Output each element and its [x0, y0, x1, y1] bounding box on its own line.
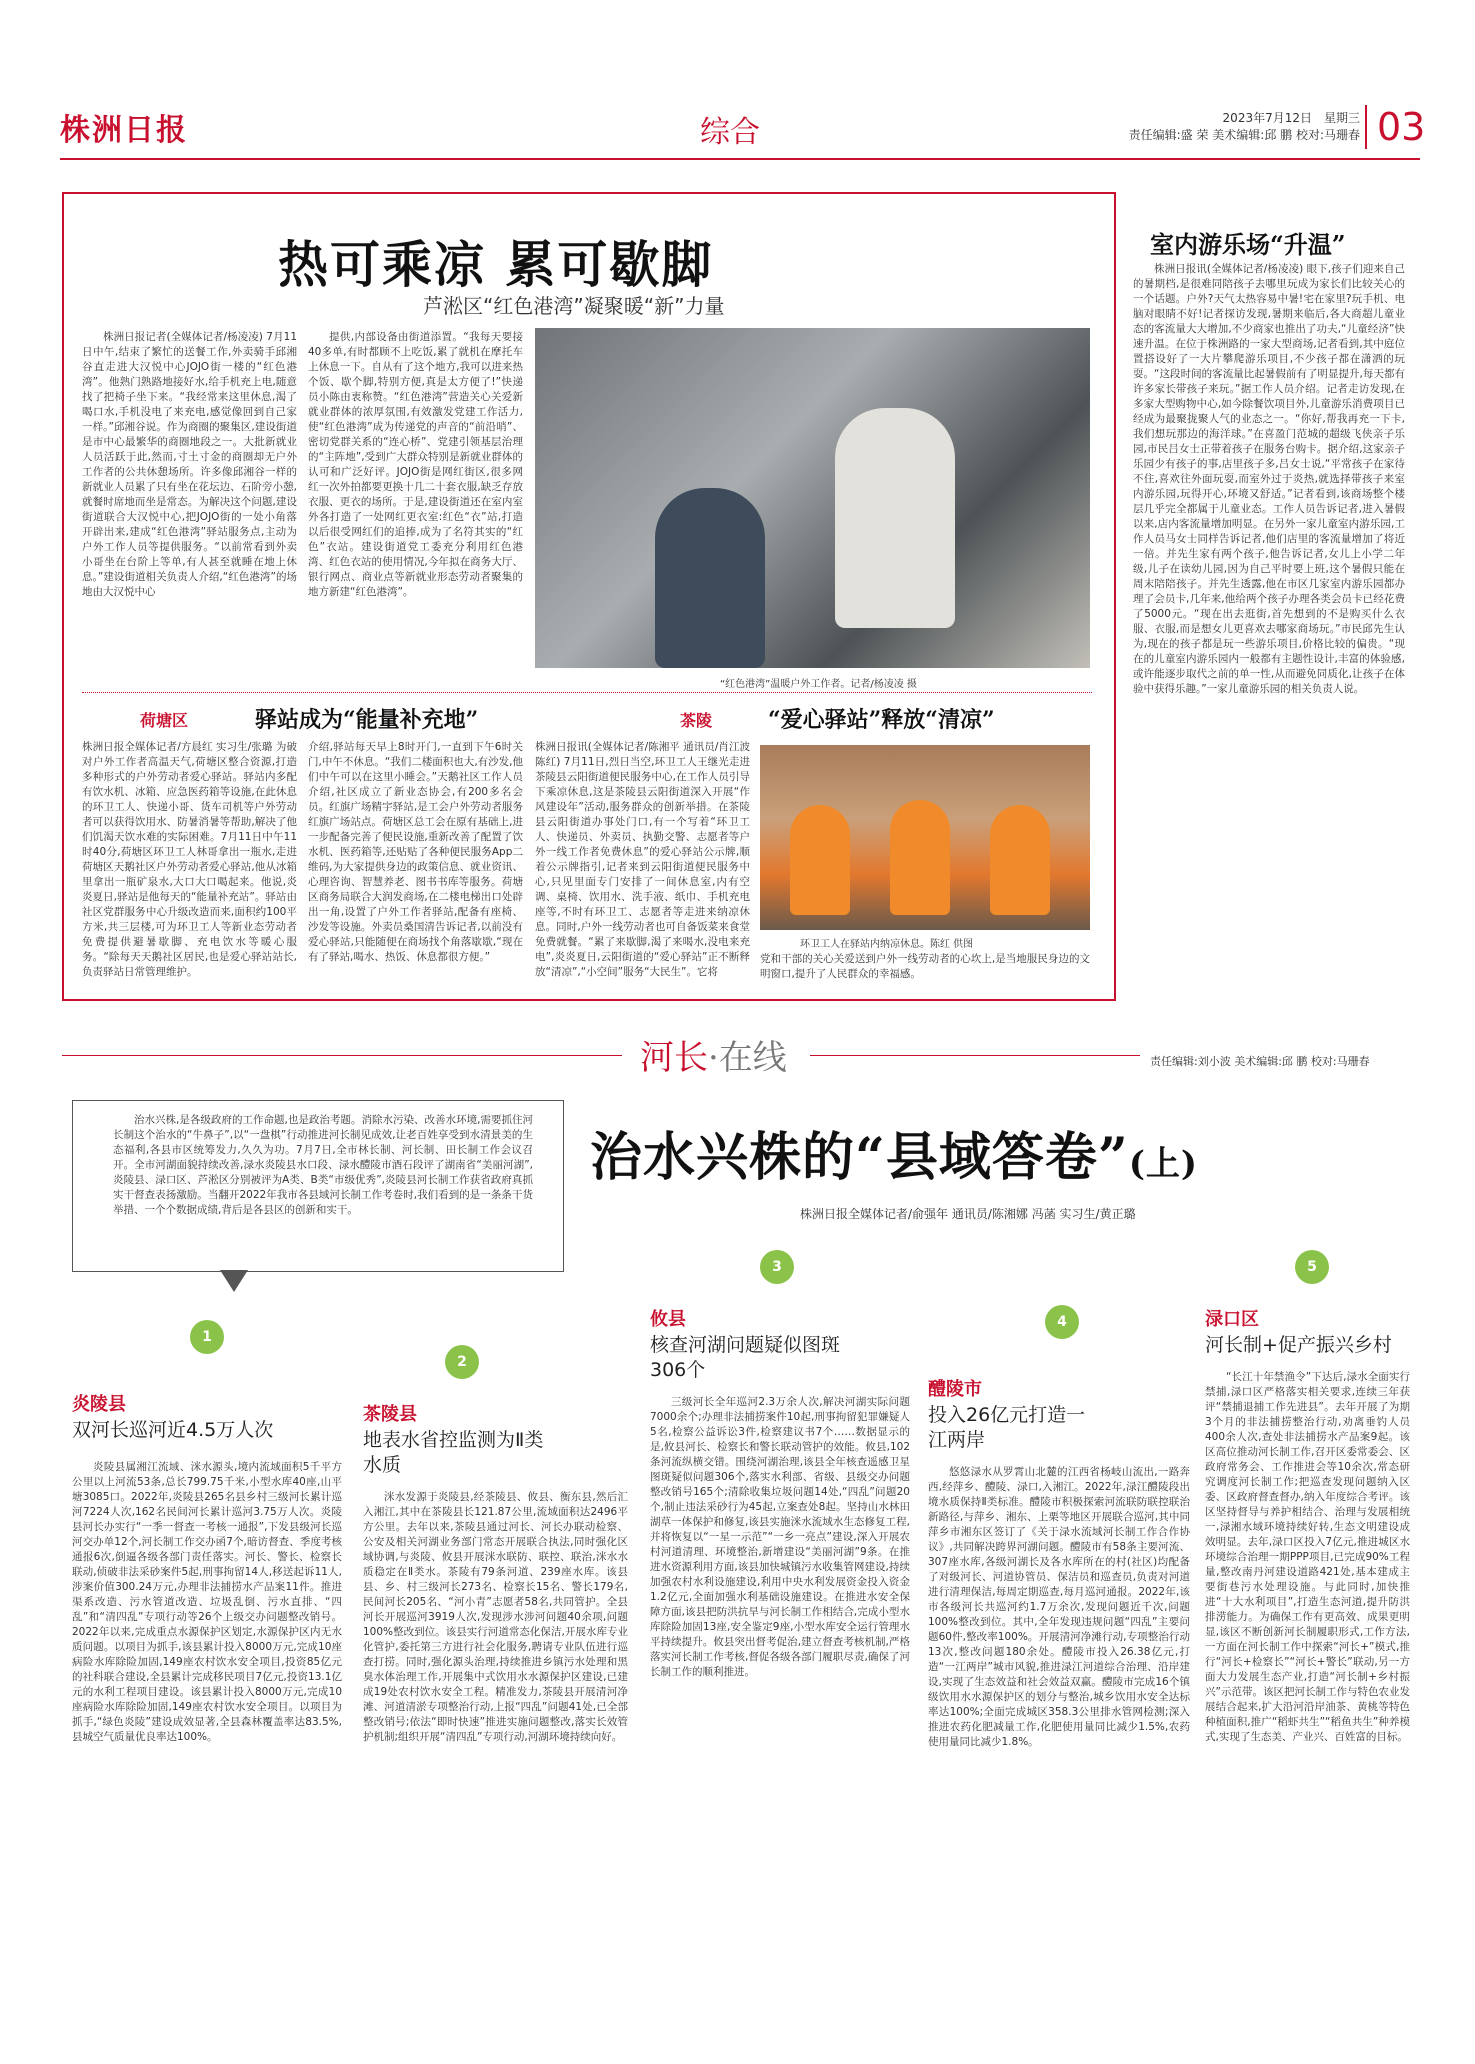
photo-red-harbor [535, 328, 1090, 668]
feature-headline: 热可乘凉 累可歇脚 [278, 235, 714, 294]
feature-col-1: 株洲日报记者(全媒体记者/杨凌凌) 7月11日中午,结束了繁忙的送餐工作,外卖骑手邱湘谷直走进大汉悦中心JOJO街一楼的“红色港湾”。他熟门熟路地接好水,给手机充上电,随意找了把椅子坐下来。“我经常来这里休息,渴了喝口水,手机没电了来充电,感觉像回到自己家一样。”邱湘谷说。作为商圈的聚集区,建设街道是市中心最繁华的商圈地段之一。大批新就业人员活跃于此,然而,寸土寸金的商圈却无户外工作者的公共休憩场所。许多像邱湘谷一样的新就业人员累了只有坐在花坛边、石阶旁小憩,就餐时席地而坐是常态。为解决这个问题,建设街道联合大汉悦中心,把JOJO街的一处小角落开辟出来,建成“红色港湾”驿站服务点,主动为户外工作人员等提供服务。“以前常看到外卖小哥坐在台阶上等单,有人甚至就睡在地上休息。”建设街道相关负责人介绍,“红色港湾”的场地由大汉悦中心 [82, 331, 297, 598]
intro-text: 治水兴株,是各级政府的工作命题,也是政治考题。消除水污染、改善水环境,需要抓住河长制这个治水的“牛鼻子”,以“一盘棋”行动推进河长制见成效,让老百姓享受到水清景美的生态福利,各县市区统筹发力,久久为功。7月7日,全市林长制、河长制、田长制工作会议召开。全市河湖面貌持续改善,渌水炎陵县水口段、渌水醴陵市酒石段评了湖南省“美丽河湖”,炎陵县、渌口区、芦淞区分别被评为A类、B类“市级优秀”,炎陵县河长制工作获省政府真抓实干督查表扬激励。当翻开2022年我市各县域河长制工作考卷时,我们看到的是一条条干货举措、一个个数据成绩,背后是各县区的创新和实干。 [113, 1114, 533, 1216]
county-title: 核查河湖问题疑似图斑306个 [650, 1334, 841, 1381]
sec2-col-1: 株洲日报全媒体记者/方晨红 实习生/张璐 为破对户外工作者高温天气,荷塘区整合资源,打造多种形式的户外劳动者爱心驿站。驿站内多配有饮水机、冰箱、应急医药箱等设施,在此休息的环卫工人、快递小哥、货车司机等户外劳动者可以获得饮用水、防暑消暑等帮助,解决了他们饥渴天饮水难的实际困难。7月11日中午11时40分,荷塘区环卫工人林哥拿出一瓶水,走进荷塘区天鹅社区户外劳动者爱心驿站,他从冰箱里拿出一瓶矿泉水,大口大口喝起来。他说,炎炎夏日,驿站是他每天的“能量补充站”。驿站由社区党群服务中心升级改造而来,面积约100平方米,共三层楼,可为环卫工人等新业态劳动者免费提供避暑歇脚、充电饮水等暖心服务。“除每天天鹅社区居民,也是爱心驿站站长,负责驿站日常管理维护。 [82, 741, 297, 978]
county-title: 投入26亿元打造一江两岸 [928, 1404, 1086, 1451]
county-title: 地表水省控监测为Ⅱ类水质 [363, 1429, 544, 1476]
river-editors: 责任编辑:刘小波 美术编辑:邱 鹏 校对:马珊春 [1150, 1055, 1370, 1068]
river-header-b: ·在线 [708, 1038, 787, 1078]
photo-love-station [760, 745, 1090, 930]
masthead [60, 105, 1426, 165]
sec2-col-2: 介绍,驿站每天早上8时开门,一直到下午6时关门,中午不休息。“我们二楼面积也大,有沙发,他们中午可以在这里小睡会。”天鹅社区工作人员介绍,社区成立了新业态协会,有200多名会员。红旗广场精宇驿站,是工会户外劳动者服务红旗广场站点。荷塘区总工会在原有基础上,进一步配备完善了便民设施,重新改善了配置了饮水机、医药箱等,还贴贴了各种便民服务App二维码,为大家提供身边的政策信息、就业资讯、心理咨询、智慧养老、图书书库等服务。荷塘区商务局联合大润发商场,在二楼电梯出口处辟出一角,设置了户外工作者驿站,配备有座椅、沙发等设施。外卖员桑国清告诉记者,以前没有爱心驿站,只能随便在商场找个角落歇歇,“现在有了驿站,喝水、热饭、休息都很方便。” [308, 741, 523, 963]
county-name: 茶陵县 [363, 1404, 417, 1425]
sec3-title: “爱心驿站”释放“清凉” [768, 707, 995, 733]
feature-subhead: 芦淞区“红色港湾”凝聚暖“新”力量 [423, 294, 725, 318]
intro-bubble [72, 1100, 564, 1272]
badge-1: 1 [190, 1320, 224, 1354]
county-body: “长江十年禁渔令”下达后,渌水全面实行禁捕,渌口区严格落实相关要求,连续三年获评“禁捕退捕工作先进县”。去年开展了为期3个月的非法捕捞整治行动,劝离垂钓人员400余人次,查处非法捕捞水产品案9起。该区高位推动河长制工作,召开区委常委会、区政府常务会、工作推进会等10余次,常态研究调度河长制工作;把巡查发现问题纳入区委、区政府督查督办,纳入年度综合考评。该区坚持督导与养护相结合、治理与发展相统一,渌湘水域环境持续好转,生态文明建设成效明显。去年,渌口区投入7亿元,推进城区水环境综合治理一期PPP项目,已完成90%工程量,整改南丹河建设道路421处,基本建成主要街巷污水处理设施。与此同时,加快推进“十大水利项目”,打造生态河道,提升防洪排涝能力。为确保工作有更高效、成果更明显,该区不断创新河长制履职形式,工作方法,一方面在河长制工作中探索“河长+”模式,推行“河长+检察长”“河长+警长”联动,另一方面大力发展生态产业,打造“河长制+乡村振兴”示范带。该区把河长制工作与特色农业发展结合起来,扩大沿河沿岸油茶、黄桃等特色种植面积,推广“稻虾共生”“稻鱼共生”种养模式,实现了生态美、产业兴、百姓富的目标。 [1205, 1371, 1410, 1743]
county-body: 炎陵县属湘江流域、洣水源头,境内流域面积5千平方公里以上河流53条,总长799.75千米,小型水库40座,山平塘3085口。2022年,炎陵县265名县乡村三级河长累计巡河7224人次,162名民间河长累计巡河3.75万人次。炎陵县河长办实行“一季一督查一考核一通报”,下发县级河长巡河交办单12个,河长制工作交办函7个,暗访督查、季度考核通报6次,倒逼各级各部门责任落实。河长、警长、检察长联动,侦破非法采砂案件5起,刑事拘留14人,移送起诉11人,涉案价值300.24万元,办理非法捕捞水产品案11件。推进渠系改造、污水管道改造、垃圾乱倒、污水直排、“四乱”和“清四乱”专项行动等26个上级交办问题整改销号。2022年以来,完成重点水源保护区划定,水源保护区内无水质问题。以项目为抓手,该县累计投入8000万元,完成10座病险水库除险加固,149座农村饮水安全项目,投资85亿元的社科联合建设,全县累计完成移民项目7亿元,投资13.1亿元的水利工程项目建设。该县累计投入8000万元,完成10座病险水库除险加固,149座农村饮水安全项目。以项目为抓手,“绿色炎陵”建设成效显著,全县森林覆盖率达83.5%,县城空气质量优良率达100%。 [72, 1461, 342, 1743]
photo-figure-shape [890, 800, 950, 915]
divider [82, 692, 1092, 693]
county-body: 悠悠渌水从罗霄山北麓的江西省杨岐山流出,一路奔西,经萍乡、醴陵、渌口,入湘江。2022年,渌江醴陵段出境水质保持Ⅱ类标准。醴陵市积极探索河流联防联控联治新路径,与萍乡、湘东、上栗等地区开展联合巡河,其中同萍乡市湘东区签订了《关于渌水流域河长制工作合作协议》,共同解决跨界河湖问题。醴陵市有58条主要河流、307座水库,各级河湖长及各水库所在的村(社区)均配备了对级河长、河道协管员、保洁员和巡查员,负责对河道进行清理保洁,每周定期巡查,每月巡河通报。2022年,该市各级河长共巡河约1.7万余次,发现问题近千次,问题100%整改到位。其中,全年发现违规问题“四乱”主要问题60件,整改率100%。开展清河净滩行动,专项整治行动13次,整改问题180余处。醴陵市投入26.38亿元,打造“一江两岸”城市风貌,推进渌江河道综合治理、沿岸建设,实现了生态效益和社会效益双赢。醴陵市完成16个镇级饮用水水源保护区的划分与整治,城乡饮用水安全达标率达100%;全面完成城区358.3公里排水管网检测;深入推进农药化肥减量工作,化肥使用量同比减少1.5%,农药使用量同比减少1.8%。 [928, 1466, 1190, 1748]
bubble-tail [220, 1270, 248, 1292]
date-block [1115, 110, 1360, 144]
river-title-tail: (上) [1128, 1144, 1199, 1184]
county-name: 攸县 [650, 1309, 686, 1330]
masthead-rule [60, 158, 1420, 160]
sec2-location: 荷塘区 [140, 711, 189, 730]
river-title-main: 治水兴株的“县域答卷” [590, 1127, 1129, 1188]
river-header-a: 河长 [640, 1038, 708, 1078]
river-rule-right [810, 1055, 1140, 1056]
right-article-title: 室内游乐场“升温” [1150, 230, 1346, 259]
county-title: 河长制+促产振兴乡村 [1205, 1334, 1392, 1356]
badge-3: 3 [760, 1250, 794, 1284]
issue-date: 2023年7月12日 星期三 [1222, 111, 1360, 125]
photo-figure-shape [990, 805, 1050, 915]
photo-caption: “红色港湾”温暖户外工作者。记者/杨凌凌 摄 [720, 679, 917, 690]
photo-figure-shape [655, 488, 765, 668]
page-number: 03 [1365, 105, 1425, 149]
sec3-tail: 党和干部的关心关爱送到户外一线劳动者的心坎上,是当地服民身边的文明窗口,提升了人民群众的幸福感。 [760, 953, 1090, 980]
county-body: 三级河长全年巡河2.3万余人次,解决河湖实际问题7000余个;办理非法捕捞案件10起,刑事拘留犯罪嫌疑人5名,检察公益诉讼3件,检察建议书7个……数据显示的是,攸县河长、检察长和警长联动管护的效能。攸县,102条河流纵横交错。围绕河湖治理,该县全年核查遥感卫星图斑疑似问题306个,落实水利部、省级、县级交办问题整改销号165个;清除收集垃圾问题14处,“四乱”问题20个,制止违法采砂行为45起,立案查处8起。坚持山水林田湖草一体保护和修复,该县实施洣水流域水生态修复工程,并将恢复以“一星一示范”“一乡一亮点”建设,深入开展农村河道清理、环境整治,新增建设“美丽河湖”9条。在推进水资源利用方面,该县加快城镇污水收集管网建设,持续加强农村水利设施建设,利用中央水利发展资金投入资金1.2亿元,全面加强水利基础设施建设。在推进水安全保障方面,该县把防洪抗旱与河长制工作相结合,完成小型水库除险加固13座,安全鉴定9座,小型水库安全运行管理水平持续提升。攸县突出督考促治,建立督查考核机制,严格落实河长制工作考核,督促各级各部门履职尽责,确保了河长制工作的顺利推进。 [650, 1396, 910, 1678]
sec3-col-1: 株洲日报讯(全媒体记者/陈湘平 通讯员/肖江波 陈红) 7月11日,烈日当空,环卫工人王继光走进茶陵县云阳街道便民服务中心,在工作人员引导下乘凉休息,这是茶陵县云阳街道深入开展“作风建设年”活动,服务群众的创新举措。在茶陵县云阳街道办事处门口,有一个写着“环卫工人、快递员、外卖员、执勤交警、志愿者等户外一线工作者免费休息”的爱心驿站公示牌,顺着公示牌指引,记者来到云阳街道便民服务中心,只见里面专门安排了一间休息室,内有空调、桌椅、饮用水、洗手液、纸巾、手机充电座等,不时有环卫工、志愿者等走进来纳凉休息。同时,户外一线劳动者也可自备饭菜来食堂免费就餐。“累了来歇脚,渴了来喝水,没电来充电”,炎炎夏日,云阳街道的“爱心驿站”正不断释放“清凉”,“小空间”服务“大民生”。它将 [535, 741, 750, 978]
badge-5: 5 [1295, 1250, 1329, 1284]
photo-figure-shape [790, 805, 850, 915]
photo-figure-shape [835, 408, 955, 628]
sec3-location: 茶陵 [680, 711, 713, 730]
county-title: 双河长巡河近4.5万人次 [72, 1419, 274, 1441]
badge-4: 4 [1045, 1305, 1079, 1339]
river-rule-left [62, 1055, 622, 1056]
page-editors: 责任编辑:盛 荣 美术编辑:邱 鹏 校对:马珊春 [1128, 128, 1360, 142]
photo-caption: 环卫工人在驿站内纳凉休息。陈红 供图 [800, 939, 974, 950]
county-name: 醴陵市 [928, 1379, 982, 1400]
river-main-title [590, 1115, 1198, 1190]
feature-col-2: 提供,内部设备由街道添置。“我每天要接40多单,有时都顾不上吃饭,累了就机在摩托车上休息一下。自从有了这个地方,我可以进来热个饭、歇个脚,特别方便,真是太方便了!”快递员小陈由衷称赞。“红色港湾”营造关心关爱新就业群体的浓厚氛围,有效激发党建工作活力,使“红色港湾”成为传递党的声音的“前沿哨”、密切党群关系的“连心桥”、党建引领基层治理的“主阵地”,受到广大群众特别是新就业群体的认可和广泛好评。JOJO街是网红街区,很多网红一次外拍都要更换十几二十套衣服,缺乏存放衣服、更衣的场所。于是,建设街道还在室内室外各打造了一处网红更衣室:红色“衣”站,打造以后很受网红们的追捧,成为了名符其实的“红色”衣站。建设街道党工委充分利用红色港湾、红色衣站的使用情况,今年拟在商务大厅、银行网点、商业点等新就业形态劳动者聚集的地方新建“红色港湾”。 [308, 331, 523, 598]
county-name: 炎陵县 [72, 1394, 126, 1415]
county-body: 洣水发源于炎陵县,经茶陵县、攸县、衡东县,然后汇入湘江,其中在茶陵县长121.87公里,流域面积达2496平方公里。去年以来,茶陵县通过河长、河长办联动检察、公安及相关河湖业务部门常态开展联合执法,同时强化区域协调,与炎陵、攸县开展洣水联防、联控、联治,洣水水质稳定在Ⅱ类水。茶陵有79条河道、239座水库。该县县、乡、村三级河长273名、检察长15名、警长179名,民间河长205名、“河小青”志愿者58名,共同管护。全县河长开展巡河3919人次,发现涉水涉河问题40余项,问题100%整改到位。该县实行河道常态化保洁,开展水库专业化管护,委托第三方进行社会化服务,聘请专业队伍进行巡查打捞。同时,强化源头治理,持续推进乡镇污水处理和黑臭水体治理工作,开展集中式饮用水水源保护区建设,已建成19处农村饮水安全工程。精准发力,茶陵县开展清河净滩、河道清淤专项整治行动,上报“四乱”问题41处,已全部整改销号;依法“即时快速”推进实施问题整改,落实长效管护机制;组织开展“清四乱”专项行动,河湖环境持续向好。 [363, 1491, 628, 1743]
river-byline: 株洲日报全媒体记者/俞强年 通讯员/陈湘娜 冯菡 实习生/黄正璐 [800, 1207, 1136, 1221]
sec2-title: 驿站成为“能量补充地” [255, 707, 479, 733]
newspaper-logo: 株洲日报 [60, 113, 188, 148]
right-article-body: 株洲日报讯(全媒体记者/杨凌凌) 眼下,孩子们迎来自己的暑期档,是很难同陪孩子去哪里玩成为家长们比较关心的一个话题。户外?天气太热容易中暑!宅在家里?玩手机、电脑对眼睛不好!记者探访发现,暑期来临后,各大商超儿童业态的客流量大大增加,不少商家也推出了功夫,“儿童经济”快速升温。在位于株洲路的一家大型商场,记者看到,其中庭位置搭设好了一大片攀爬游乐项目,不少孩子都在潇洒的玩耍。“这段时间的客流量比起暑假前有了明显提升,每天都有许多家长带孩子来玩。”据工作人员介绍。记者走访发现,在多家大型购物中心,如今除餐饮项目外,儿童游乐消费项目已经成为最聚拢聚人气的业态之一。“你好,帮我再充一下卡,我们想玩那边的海洋球。”在喜盈门范城的超级飞侠亲子乐园,市民吕女士正带着孩子在服务台购卡。据介绍,这家亲子乐园少有孩子的事,店里孩子多,吕女士说,“平常孩子在家待不住,喜欢往外面玩耍,而室外过于炎热,就选择带孩子来室内游乐园,玩得开心,环境又舒适。”记者看到,该商场整个楼层几乎完全都属于儿童业态。工作人员告诉记者,进入暑假以来,店内客流量增加明显。在另外一家儿童室内游乐园,工作人员马女士同样告诉记者,他们店里的客流量增加了将近一倍。并先生家有两个孩子,他告诉记者,女儿上小学二年级,儿子在读幼儿园,因为自己平时要上班,这个暑假只能在周末陪陪孩子。并先生透露,他在市区几家室内游乐园都办理了会员卡,几年来,他给两个孩子办理各类会员卡已经花费了5000元。“现在出去逛街,首先想到的不是购买什么衣服、衣服,而是想女儿更喜欢去哪家商场玩。”市民邱先生认为,现在的孩子都是玩一些游乐项目,价格比较的偏贵。“现在的儿童室内游乐园内一般都有主题性设计,丰富的体验感,或许能逐步取代之前的单一性,从而避免同质化,让孩子在体验中获得乐趣。”一家儿童游乐园的相关负责人说。 [1133, 263, 1405, 695]
section-name: 综合 [700, 115, 760, 150]
river-header [640, 1030, 787, 1079]
county-name: 渌口区 [1205, 1309, 1259, 1330]
badge-2: 2 [445, 1345, 479, 1379]
